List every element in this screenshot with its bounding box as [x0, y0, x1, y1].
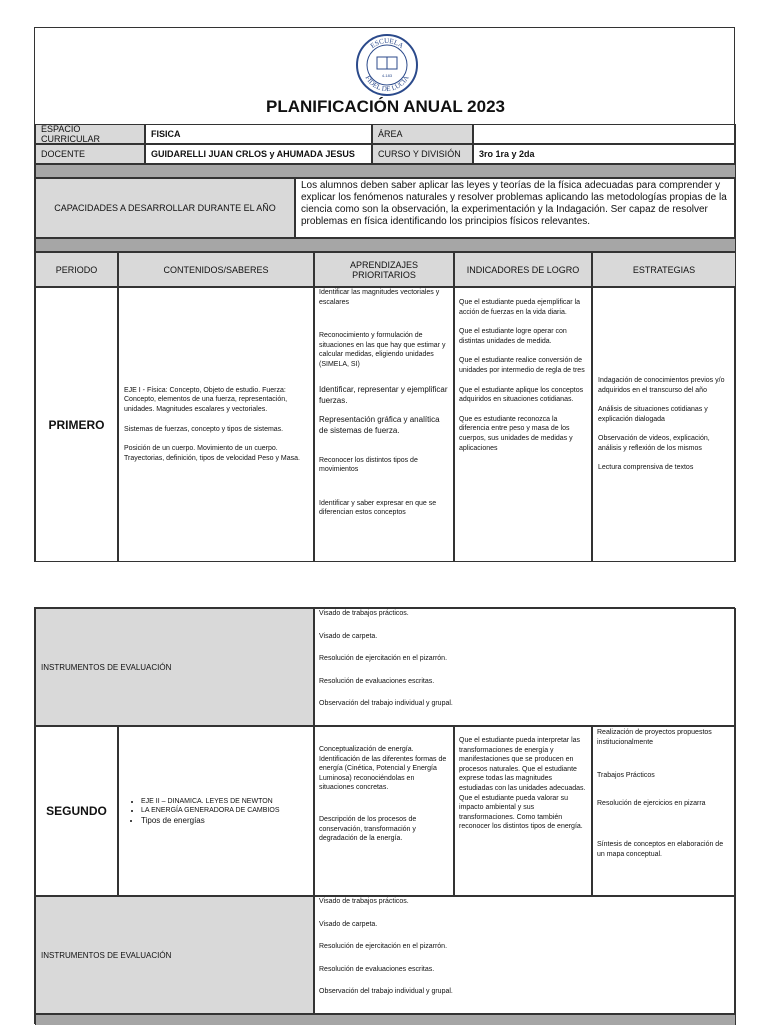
indicador-item: Que el estudiante pueda interpretar las transformaciones de energía y manifestaciones que se producen en procesos naturales. Que el estudiante exprese todas las magnitudes estudiadas con las unidades adecuadas. Que el estudiante pueda valorar su impacto ambiental y sus transformaciones. Como también reconocer los distintos tipos de energía. — [459, 737, 586, 831]
instrumento-item: Observación del trabajo individual y grupal. — [319, 700, 453, 708]
estrategia-item: Realización de proyectos propuestos institucionalmente — [597, 729, 712, 746]
curso-value: 3ro 1ra y 2da — [473, 144, 736, 164]
aprendizaje-item: Reconocimiento y formulación de situaciones en las que hay que estimar y calcular medidas, eligiendo unidades (SIMELA, SI) — [319, 332, 446, 368]
contenidos-primero — [118, 287, 314, 562]
school-logo — [355, 33, 419, 97]
contenidos-segundo — [118, 726, 314, 896]
page-2 — [34, 607, 735, 1024]
contenido-item: • EJE II – DINAMICA. LEYES DE NEWTON — [141, 797, 279, 807]
indicador-item: Que el estudiante realice conversión de unidades por intermedio de regla de tres — [459, 357, 585, 374]
indicadores-primero — [454, 287, 592, 562]
instrumentos-list — [314, 608, 736, 726]
espacio-label: ESPACIO CURRICULAR — [35, 124, 145, 144]
separator-bar — [35, 1014, 736, 1025]
docente-value: GUIDARELLI JUAN CRLOS y AHUMADA JESUS — [145, 144, 372, 164]
instrumento-item: Visado de carpeta. — [319, 920, 378, 928]
indicador-item: Que es estudiante reconozca la diferencia entre peso y masa de los cuerpos, sus unidades de medidas y aplicaciones — [459, 415, 573, 452]
instrumentos-label: INSTRUMENTOS DE EVALUACIÓN — [35, 608, 314, 726]
instrumento-item: Resolución de ejercitación en el pizarrón. — [319, 943, 448, 951]
indicador-item: Que el estudiante aplique los conceptos adquiridos en situaciones cotidianas. — [459, 386, 584, 404]
indicadores-segundo — [454, 726, 592, 896]
contenido-item: Posición de un cuerpo. Movimiento de un cuerpo. Trayectorias, definición, tipos de velocidad Peso y Masa. — [124, 445, 300, 462]
area-value — [473, 124, 736, 144]
indicador-item: Que el estudiante logre operar con distintas unidades de medida. — [459, 328, 567, 345]
aprendizaje-item: Conceptualización de energía. Identificación de las diferentes formas de energía (Cinética, Potencial y Energía Luminosa) reconociéndolas en situaciones concretas. — [319, 746, 447, 792]
instrumentos-list — [314, 896, 736, 1014]
aprendizaje-item: Identificar y saber expresar en que se diferencian estos conceptos — [319, 499, 437, 517]
instrumento-item: Observación del trabajo individual y grupal. — [319, 988, 453, 996]
aprendizaje-item: Representación gráfica y analítica de sistemas de fuerza. — [319, 414, 440, 435]
estrategias-primero — [592, 287, 736, 562]
instrumento-item: Resolución de ejercitación en el pizarrón. — [319, 655, 448, 663]
capacidades-text: Los alumnos deben saber aplicar las leyes y teorías de la física adecuadas para comprender y explicar los fenómenos naturales y resolver problemas aplicando las metodologías propias de la ciencia como son la observación, la experimentación y la Indagación. Ser capaz de resolver problemas en física identificando los principios físicos relevantes. — [295, 178, 736, 238]
header-estrategias: ESTRATEGIAS — [592, 252, 736, 287]
estrategia-item: Trabajos Prácticos — [597, 772, 655, 780]
instrumentos-label: INSTRUMENTOS DE EVALUACIÓN — [35, 896, 314, 1014]
instrumento-item: Visado de trabajos prácticos. — [319, 610, 409, 617]
svg-text:ESCUELA: ESCUELA — [368, 36, 405, 50]
instrumento-item: Visado de carpeta. — [319, 632, 378, 640]
estrategia-item: Resolución de ejercicios en pizarra — [597, 799, 706, 807]
estrategia-item: Análisis de situaciones cotidianas y explicación dialogada — [598, 406, 708, 423]
separator-bar — [35, 238, 736, 252]
curso-label: CURSO Y DIVISIÓN — [372, 144, 473, 164]
header-contenidos: CONTENIDOS/SABERES — [118, 252, 314, 287]
header-periodo: PERIODO — [35, 252, 118, 287]
separator-bar — [35, 164, 736, 178]
header-aprendizajes: APRENDIZAJES PRIORITARIOS — [314, 252, 454, 287]
aprendizaje-item: Identificar, representar y ejemplificar fuerzas. — [319, 384, 448, 405]
contenido-item: Sistemas de fuerzas, concepto y tipos de sistemas. — [124, 425, 284, 433]
estrategias-segundo — [592, 726, 736, 896]
estrategia-item: Síntesis de conceptos en elaboración de un mapa conceptual. — [597, 841, 724, 858]
capacidades-label: CAPACIDADES A DESARROLLAR DURANTE EL AÑO — [35, 178, 295, 238]
periodo-primero: PRIMERO — [35, 287, 118, 562]
page-title: PLANIFICACIÓN ANUAL 2023 — [266, 97, 505, 116]
estrategia-item: Observación de videos, explicación, análisis y reflexión de los mismos — [598, 435, 710, 452]
espacio-value: FISICA — [145, 124, 372, 144]
estrategia-item: Indagación de conocimientos previos y/o adquiridos en el transcurso del año — [598, 376, 725, 394]
aprendizaje-item: Identificar las magnitudes vectoriales y escalares — [319, 289, 440, 306]
aprendizajes-segundo — [314, 726, 454, 896]
aprendizajes-primero — [314, 287, 454, 562]
area-label: ÁREA — [372, 124, 473, 144]
header-indicadores: INDICADORES DE LOGRO — [454, 252, 592, 287]
svg-text:FIDEL DE LUCIA: FIDEL DE LUCIA — [363, 74, 411, 94]
page-1 — [34, 27, 735, 562]
estrategia-item: Lectura comprensiva de textos — [598, 464, 694, 472]
instrumento-item: Resolución de evaluaciones escritas. — [319, 965, 435, 973]
periodo-segundo: SEGUNDO — [35, 726, 118, 896]
aprendizaje-item: Descripción de los procesos de conservación, transformación y degradación de la energía. — [319, 815, 417, 843]
docente-label: DOCENTE — [35, 144, 145, 164]
contenido-item: • Tipos de energías — [141, 816, 279, 826]
svg-text:4-183: 4-183 — [381, 73, 393, 78]
contenido-item: EJE I - Física: Concepto, Objeto de estudio. Fuerza: Concepto, elementos de una fuerza, representación, unidades. Magnitudes escalares y vectoriales. — [124, 386, 288, 413]
instrumento-item: Visado de trabajos prácticos. — [319, 898, 409, 905]
aprendizaje-item: Reconocer los distintos tipos de movimientos — [319, 456, 418, 474]
contenido-item: • LA ENERGÍA GENERADORA DE CAMBIOS — [141, 806, 279, 816]
indicador-item: Que el estudiante pueda ejemplificar la acción de fuerzas en la vida diaria. — [459, 299, 581, 316]
instrumento-item: Resolución de evaluaciones escritas. — [319, 677, 435, 685]
